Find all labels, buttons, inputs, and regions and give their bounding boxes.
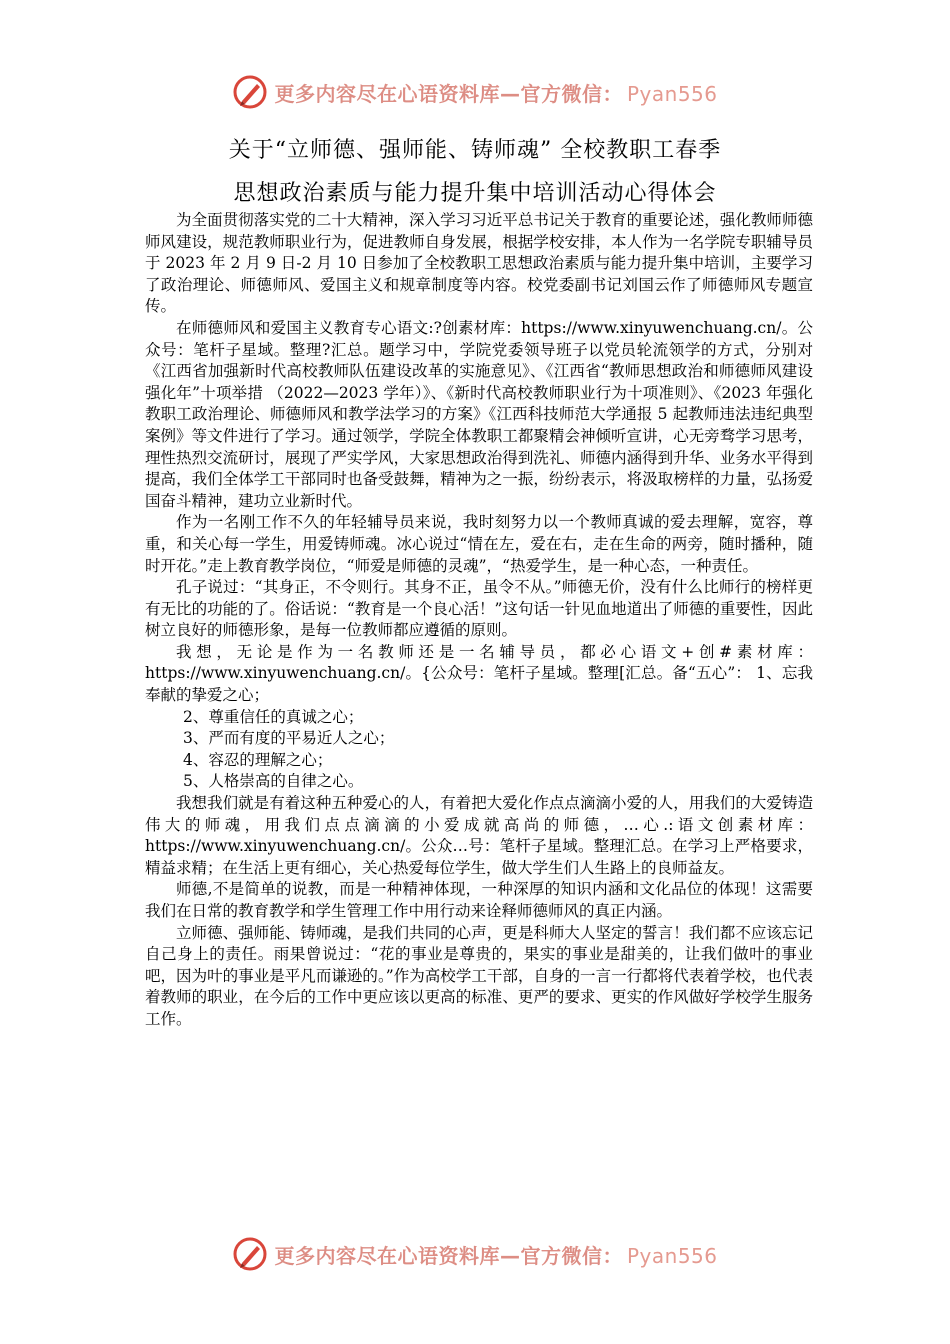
list-item: 2、尊重信任的真诚之心； [183, 707, 364, 726]
pen-logo-icon [232, 74, 268, 110]
pen-logo-icon [232, 1236, 268, 1272]
body-paragraph: 师德,不是简单的说教，而是一种精神体现，一种深厚的知识内涵和文化品位的体现！这需要我们在日常的教育教学和学生管理工作中用行动来诠释师德师风的真正内涵。 [145, 880, 813, 920]
body-paragraph: 孔子说过：“其身正，不令则行。其身不正，虽令不从。”师德无价，没有什么比师行的榜样更有无比的功能的了。俗话说：“教育是一个良心活！”这句话一针见血地道出了师德的重要性，因此树立良好的师德形象，是每一位教师都应遵循的原则。 [145, 578, 813, 640]
body-paragraph: 作为一名刚工作不久的年轻辅导员来说，我时刻努力以一个教师真诚的爱去理解，宽容，尊重，和关心每一学生，用爱铸师魂。冰心说过“情在左，爱在右，走在生命的两旁，随时播种，随时开花。”走上教育教学岗位，“师爱是师德的灵魂”，“热爱学生，是一种心态，一种责任。 [145, 513, 813, 575]
banner-text: 更多内容尽在心语资料库—官方微信： Pyan556 [274, 81, 718, 106]
document-body [145, 210, 813, 1031]
document-title-line-2: 思想政治素质与能力提升集中培训活动心得体会 [233, 181, 717, 206]
list-item: 3、严而有度的平易近人之心； [183, 729, 395, 748]
banner-text: 更多内容尽在心语资料库—官方微信： Pyan556 [274, 1243, 718, 1268]
wechat-id: Pyan556 [626, 1243, 718, 1268]
body-paragraph: 立师德、强师能、铸师魂，是我们共同的心声，更是科师大人坚定的誓言！我们都不应该忘记自己身上的责任。雨果曾说过：“花的事业是尊贵的，果实的事业是甜美的，让我们做叶的事业吧，因为叶的事业是平凡而谦逊的。”作为高校学工干部，自身的一言一行都将代表着学校，也代表着教师的职业，在今后的工作中更应该以更高的标准、更严的要求、更实的作风做好学校学生服务工作。 [145, 923, 813, 1028]
body-paragraph: 在师德师风和爱国主义教育专心语文:?创素材库：https://www.xinyuwenchuang.cn/。公众号：笔杆子星域。整理?汇总。题学习中，学院党委领导班子以党员轮流领学的方式，分别对《江西省加强新时代高校教师队伍建设改革的实施意见》、《江西省“教师思想政治和师德师风建设强化年”十项举措 （2022—2023 学年）》、《新时代高校教师职业行为十项准则》、《2023 年强化教职工政治理论、师德师风和教学法学习的方案》《江西科技师范大学通报 5 起教师违法违纪典型案例》等文件进行了学习。通过领学，学院全体教职工都聚精会神倾听宣讲，心无旁骛学习思考，理性热烈交流研讨，展现了严实学风，大家思想政治得到洗礼、师德内涵得到升华、业务水平得到提高，我们全体学工干部同时也备受鼓舞，精神为之一振，纷纷表示，将汲取榜样的力量，弘扬爱国奋斗精神，建功立业新时代。 [145, 318, 813, 510]
body-paragraph: 为全面贯彻落实党的二十大精神，深入学习习近平总书记关于教育的重要论述，强化教师师德师风建设，规范教师职业行为，促进教师自身发展，根据学校安排，本人作为一名学院专职辅导员于 2023 年 2 月 9 日-2 月 10 日参加了全校教职工思想政治素质与能力提升集中培训，主要学习了政治理论、师德师风、爱国主义和规章制度等内容。校党委副书记刘国云作了师德师风专题宣传。 [145, 211, 813, 316]
footer-watermark-banner [0, 1232, 950, 1276]
list-item: 5、人格崇高的自律之心。 [183, 772, 364, 791]
document-title-line-1: 关于“立师德、强师能、铸师魂” 全校教职工春季 [228, 138, 722, 163]
body-paragraph: 我想我们就是有着这种五种爱心的人，有着把大爱化作点点滴滴小爱的人，用我们的大爱铸造伟大的师魂，用我们点点滴滴的小爱成就高尚的师德，…心.:语文创素材库：https://www.xinyuwenchuang.cn/。公众…号：笔杆子星域。整理汇总。在学习上严格要求，精益求精；在生活上更有细心，关心热爱每位学生，做大学生们人生路上的良师益友。 [145, 794, 813, 877]
body-paragraph: 我想，无论是作为一名教师还是一名辅导员，都必心语文+创#素材库：https://www.xinyuwenchuang.cn/。{公众号：笔杆子星域。整理[汇总。备“五心”： 1、忘我奉献的挚爱之心； [145, 642, 813, 705]
list-item: 4、容忍的理解之心； [183, 750, 333, 769]
header-watermark-banner [0, 70, 950, 114]
wechat-id: Pyan556 [626, 81, 718, 106]
